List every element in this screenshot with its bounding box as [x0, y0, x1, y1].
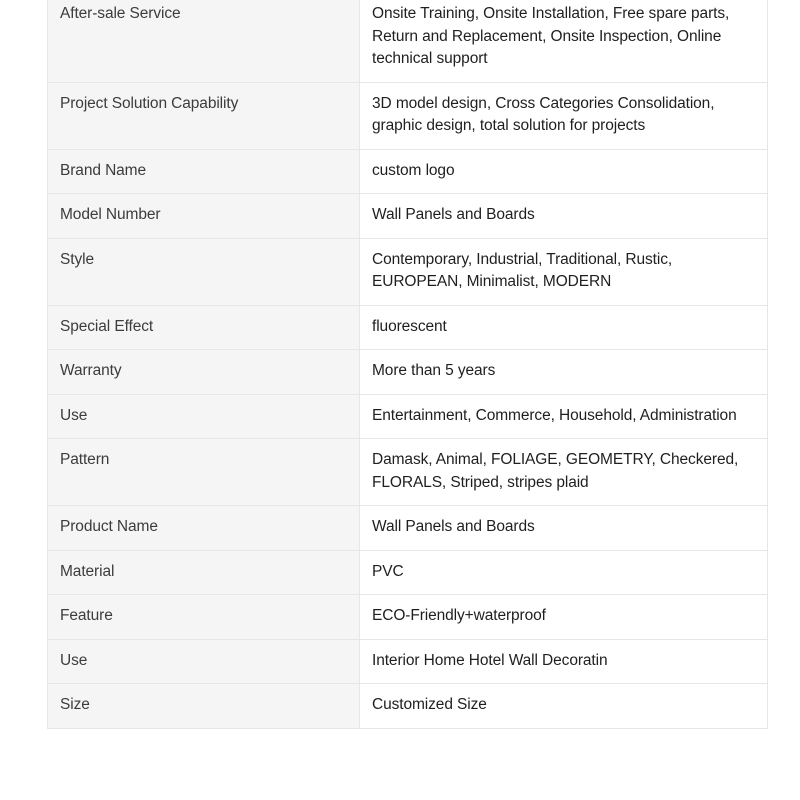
spec-label: Use — [48, 639, 360, 684]
spec-label: Product Name — [48, 506, 360, 551]
spec-label: Warranty — [48, 350, 360, 395]
spec-value: Onsite Training, Onsite Installation, Free spare parts, Return and Replacement, Onsite Inspection, Online technical support — [360, 0, 768, 82]
table-row — [48, 82, 768, 149]
table-row — [48, 350, 768, 395]
spec-label: Special Effect — [48, 305, 360, 350]
spec-value: 3D model design, Cross Categories Consolidation, graphic design, total solution for projects — [360, 82, 768, 149]
spec-value: Wall Panels and Boards — [360, 194, 768, 239]
spec-label: Brand Name — [48, 149, 360, 194]
spec-label: Style — [48, 238, 360, 305]
spec-label: Pattern — [48, 439, 360, 506]
spec-label: Model Number — [48, 194, 360, 239]
spec-value: Damask, Animal, FOLIAGE, GEOMETRY, Checkered, FLORALS, Striped, stripes plaid — [360, 439, 768, 506]
spec-value: Customized Size — [360, 684, 768, 729]
table-row — [48, 439, 768, 506]
spec-label: Project Solution Capability — [48, 82, 360, 149]
table-row — [48, 506, 768, 551]
table-row — [48, 684, 768, 729]
table-row — [48, 639, 768, 684]
spec-table — [47, 0, 768, 729]
table-row — [48, 0, 768, 82]
spec-value: More than 5 years — [360, 350, 768, 395]
table-row — [48, 305, 768, 350]
spec-value: Interior Home Hotel Wall Decoratin — [360, 639, 768, 684]
spec-value: fluorescent — [360, 305, 768, 350]
spec-value: PVC — [360, 550, 768, 595]
table-row — [48, 595, 768, 640]
table-row — [48, 149, 768, 194]
spec-value: ECO-Friendly+waterproof — [360, 595, 768, 640]
spec-label: Material — [48, 550, 360, 595]
table-row — [48, 550, 768, 595]
spec-value: Contemporary, Industrial, Traditional, Rustic, EUROPEAN, Minimalist, MODERN — [360, 238, 768, 305]
spec-label: After-sale Service — [48, 0, 360, 82]
table-row — [48, 394, 768, 439]
spec-label: Use — [48, 394, 360, 439]
spec-value: custom logo — [360, 149, 768, 194]
spec-value: Wall Panels and Boards — [360, 506, 768, 551]
table-row — [48, 238, 768, 305]
spec-label: Feature — [48, 595, 360, 640]
spec-label: Size — [48, 684, 360, 729]
spec-value: Entertainment, Commerce, Household, Administration — [360, 394, 768, 439]
table-row — [48, 194, 768, 239]
